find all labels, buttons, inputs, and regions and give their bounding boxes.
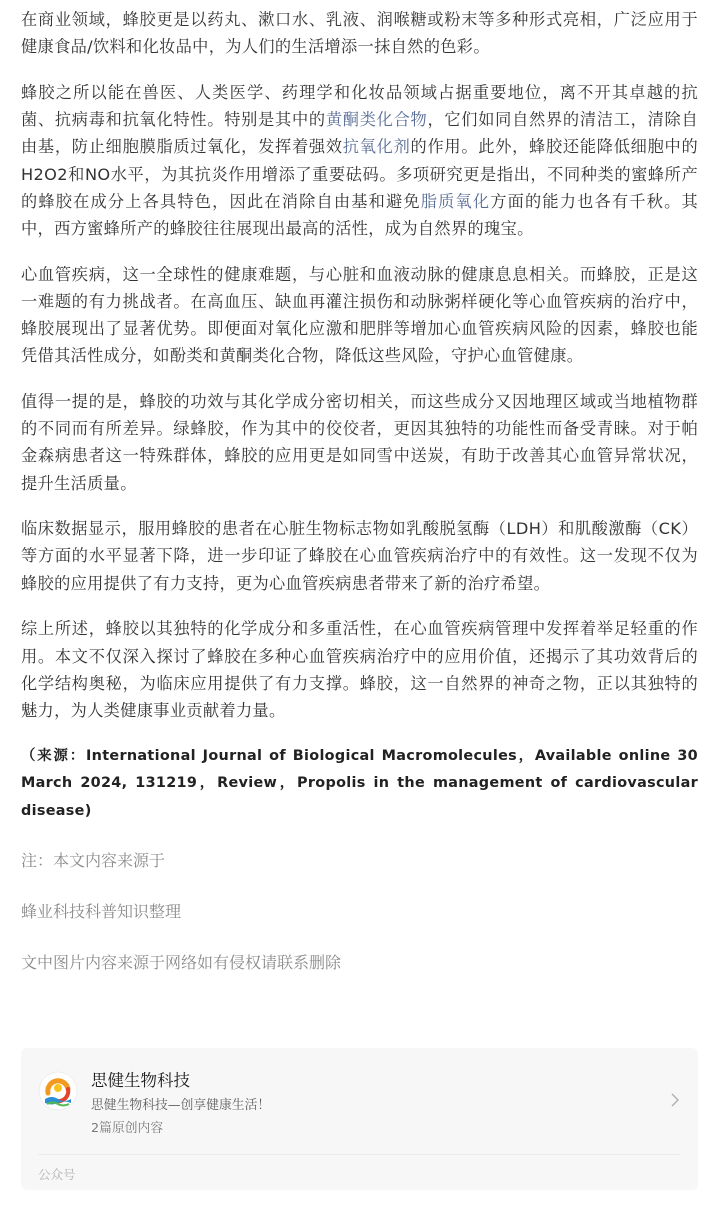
paragraph-5: 临床数据显示，服用蜂胶的患者在心脏生物标志物如乳酸脱氢酶（LDH）和肌酸激酶（CK）等方面的水平显著下降，进一步印证了蜂胶在心血管疾病治疗中的有效性。这一发现不仅为蜂胶的应用提供了有力支持，更为心血管疾病患者带来了新的治疗希望。 — [21, 519, 698, 593]
keyword-link-antioxidant[interactable]: 抗氧化剂 — [342, 137, 411, 157]
account-description: 思健生物科技—创享健康生活！ — [91, 1098, 271, 1113]
paragraph-6: 综上所述，蜂胶以其独特的化学成分和多重活性，在心血管疾病管理中发挥着举足轻重的作用。本文不仅深入探讨了蜂胶在多种心血管疾病治疗中的应用价值，还揭示了其功效背后的化学结构奥秘，为临床应用提供了有力支撑。蜂胶，这一自然界的神奇之物，正以其独特的魅力，为人类健康事业贡献着力量。 — [21, 619, 698, 720]
paragraph-2-text-4: 方面的能力也各有千秋。其中，西方蜜蜂所产的蜂胶往往展现出最高的活性，成为自然界的瑰宝。 — [21, 191, 698, 238]
note-source: 注：本文内容来源于 — [21, 851, 166, 871]
keyword-link-lipid-oxidation[interactable]: 脂质氧化 — [420, 191, 491, 211]
card-divider — [38, 1154, 681, 1155]
source-citation: （来源：International Journal of Biological Macromolecules，Available online 30 March 2024, 131219，Review，Propolis in the management of cardiovascular disease) — [21, 747, 698, 819]
article-body — [21, 6, 698, 976]
paragraph-2 — [21, 79, 698, 242]
keyword-link-flavonoids[interactable]: 黄酮类化合物 — [325, 110, 428, 130]
paragraph-2-text-3: 的作用。此外，蜂胶还能降低细胞中的H2O2和NO水平，为其抗炎作用增添了重要砝码。多项研究更是指出，不同种类的蜜蜂所产的蜂胶在成分上各具特色，因此在消除自由基和避免 — [21, 137, 699, 211]
paragraph-4: 值得一提的是，蜂胶的功效与其化学成分密切相关，而这些成分又因地理区域或当地植物群的不同而有所差异。绿蜂胶，作为其中的佼佼者，更因其独特的功能性而备受青睐。对于帕金森病患者这一特殊群体，蜂胶的应用更是如同雪中送炭，有助于改善其心血管异常状况，提升生活质量。 — [21, 391, 698, 493]
paragraph-2-text-2: ，它们如同自然界的清洁工，清除自由基，防止细胞膜脂质过氧化，发挥着强效 — [21, 110, 698, 157]
paragraph-2-text-1: 蜂胶之所以能在兽医、人类医学、药理学和化妆品领域占据重要地位，离不开其卓越的抗菌、抗病毒和抗氧化特性。特别是其中的 — [21, 82, 698, 130]
note-compiled-by: 蜂业科技科普知识整理 — [21, 902, 182, 922]
original-content-count: 2篇原创内容 — [91, 1121, 164, 1136]
paragraph-1: 在商业领域，蜂胶更是以药丸、漱口水、乳液、润喉糖或粉末等多种形式亮相，广泛应用于健康食品/饮料和化妆品中，为人们的生活增添一抹自然的色彩。 — [21, 10, 698, 57]
paragraph-3: 心血管疾病，这一全球性的健康难题，与心脏和血液动脉的健康息息相关。而蜂胶，正是这一难题的有力挑战者。在高血压、缺血再灌注损伤和动脉粥样硬化等心血管疾病的治疗中，蜂胶展现出了显著优势。即便面对氧化应激和肥胖等增加心血管疾病风险的因素，蜂胶也能凭借其活性成分，如酚类和黄酮类化合物，降低这些风险，守护心血管健康。 — [21, 264, 698, 366]
account-name: 思健生物科技 — [91, 1071, 190, 1090]
chevron-right-icon[interactable] — [670, 1092, 680, 1108]
sijian-logo-icon — [38, 1071, 78, 1111]
official-account-card[interactable] — [21, 1048, 698, 1190]
note-copyright: 文中图片内容来源于网络如有侵权请联系删除 — [21, 953, 342, 973]
card-type-label: 公众号 — [38, 1167, 76, 1182]
